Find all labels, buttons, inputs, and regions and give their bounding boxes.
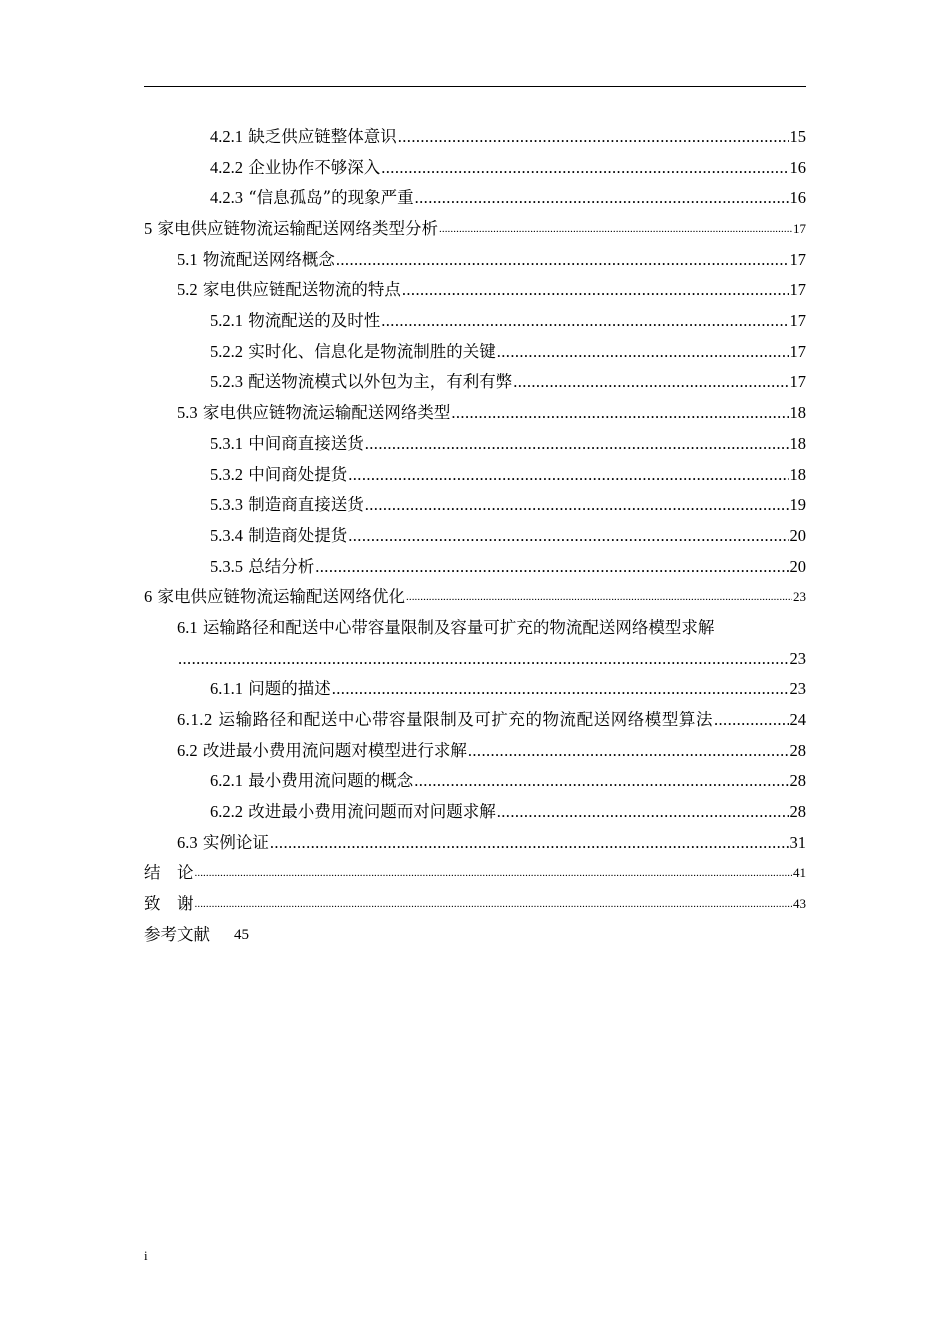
toc-leader-dots bbox=[348, 521, 788, 552]
toc-entry[interactable] bbox=[144, 521, 806, 552]
toc-leader-dots bbox=[270, 828, 789, 859]
toc-entry-text: 实例论证 bbox=[202, 832, 269, 852]
toc-entry-page: 31 bbox=[789, 832, 806, 852]
toc-entry-title bbox=[210, 122, 397, 153]
toc-leader-dots bbox=[439, 214, 792, 245]
toc-entry-page: 19 bbox=[789, 495, 806, 515]
toc-entry-title bbox=[210, 521, 347, 552]
toc-entry-title bbox=[144, 214, 438, 245]
toc-entry-text: 企业协作不够深入 bbox=[248, 157, 381, 177]
toc-entry-page: 23 bbox=[789, 648, 806, 668]
toc-entry[interactable] bbox=[144, 920, 806, 951]
toc-entry-text: 改进最小费用流问题对模型进行求解 bbox=[202, 740, 467, 760]
toc-entry[interactable] bbox=[144, 429, 806, 460]
toc-entry-text: 家电供应链物流运输配送网络类型 bbox=[202, 403, 451, 423]
toc-entry-page: 28 bbox=[789, 802, 806, 822]
header-rule bbox=[144, 86, 806, 87]
toc-entry[interactable] bbox=[144, 582, 806, 613]
toc-entry-title bbox=[210, 490, 364, 521]
toc-entry-number: 5.3.1 bbox=[210, 433, 243, 453]
toc-leader-dots bbox=[513, 368, 788, 399]
toc-entry-number: 4.2.3 bbox=[210, 188, 243, 208]
toc-entry-text: 物流配送的及时性 bbox=[248, 311, 381, 331]
toc-leader-dots bbox=[414, 766, 788, 797]
toc-leader-dots bbox=[365, 490, 789, 521]
toc-entry[interactable] bbox=[144, 122, 806, 153]
toc-leader-dots bbox=[381, 153, 788, 184]
toc-leader-dots bbox=[365, 429, 789, 460]
toc-entry-number: 5.1 bbox=[177, 249, 198, 269]
toc-entry-page: 17 bbox=[789, 372, 806, 392]
toc-entry-title bbox=[210, 367, 512, 398]
toc-leader-dots bbox=[468, 736, 789, 767]
toc-entry-page: 17 bbox=[793, 221, 806, 237]
toc-entry-page: 24 bbox=[789, 710, 806, 730]
toc-entry-text: 物流配送网络概念 bbox=[202, 249, 335, 269]
toc-entry[interactable] bbox=[144, 183, 806, 214]
toc-entry-page: 23 bbox=[789, 679, 806, 699]
toc-entry-text: 制造商直接送货 bbox=[248, 495, 364, 515]
toc-entry[interactable] bbox=[144, 368, 806, 399]
toc-leader-dots bbox=[348, 460, 788, 491]
toc-entry-title bbox=[144, 920, 210, 951]
toc-leader-dots bbox=[497, 337, 789, 368]
toc-entry-title bbox=[210, 429, 364, 460]
toc-entry-title bbox=[177, 828, 269, 859]
page-number: i bbox=[144, 1248, 148, 1263]
toc-entry-page: 43 bbox=[793, 896, 806, 912]
toc-entry-title bbox=[144, 582, 405, 613]
toc-entry[interactable] bbox=[144, 306, 806, 337]
toc-entry-text: 配送物流模式以外包为主，有利有弊 bbox=[248, 372, 513, 392]
toc-entry-page: 20 bbox=[789, 556, 806, 576]
toc-entry-text: 制造商处提货 bbox=[248, 525, 348, 545]
toc-entry-page: 17 bbox=[789, 249, 806, 269]
toc-leader-dots bbox=[195, 859, 793, 890]
toc-leader-dots bbox=[402, 275, 789, 306]
toc-entry-number: 6.1.2 bbox=[177, 710, 213, 730]
toc-entry-page: 17 bbox=[789, 311, 806, 331]
toc-leader-dots bbox=[315, 552, 788, 583]
toc-leader-dots bbox=[398, 122, 789, 153]
toc-entry-text: 结 论 bbox=[144, 863, 194, 883]
toc-entry-number: 5.2.2 bbox=[210, 341, 243, 361]
toc-entry-number: 5.3.5 bbox=[210, 556, 243, 576]
toc-entry-page: 17 bbox=[789, 341, 806, 361]
toc-entry[interactable] bbox=[144, 337, 806, 368]
toc-entry-number: 6.2.2 bbox=[210, 802, 243, 822]
toc-entry-number: 5 bbox=[144, 219, 153, 239]
toc-entry[interactable] bbox=[144, 736, 806, 767]
toc-entry-number: 6.2.1 bbox=[210, 771, 243, 791]
toc-entry-title bbox=[177, 245, 335, 276]
toc-entry-text: 家电供应链配送物流的特点 bbox=[202, 280, 401, 300]
toc-entry-number: 5.3.4 bbox=[210, 525, 243, 545]
toc-leader-dots bbox=[451, 398, 788, 429]
toc-entry-title bbox=[210, 766, 413, 797]
toc-entry-page: 17 bbox=[789, 280, 806, 300]
toc-entry-text: 运输路径和配送中心带容量限制及容量可扩充的物流配送网络模型求解 bbox=[202, 617, 715, 637]
toc-entry-title bbox=[177, 736, 467, 767]
toc-leader-dots bbox=[195, 889, 793, 920]
toc-entry-number: 5.2.3 bbox=[210, 372, 243, 392]
toc-entry-title bbox=[177, 705, 713, 736]
toc-entry[interactable] bbox=[144, 797, 806, 828]
toc-entry[interactable] bbox=[144, 275, 806, 306]
toc-entry[interactable] bbox=[144, 398, 806, 429]
toc-entry-title bbox=[177, 275, 401, 306]
toc-entry-text: 缺乏供应链整体意识 bbox=[248, 126, 397, 146]
toc-entry[interactable] bbox=[144, 490, 806, 521]
toc-entry-number: 6 bbox=[144, 587, 153, 607]
toc-entry[interactable] bbox=[144, 245, 806, 276]
toc-entry[interactable] bbox=[144, 859, 806, 890]
toc-entry-title bbox=[210, 460, 347, 491]
toc-entry-number: 4.2.1 bbox=[210, 126, 243, 146]
toc-entry-title bbox=[210, 153, 380, 184]
toc-entry-number: 6.1 bbox=[177, 617, 198, 637]
toc-entry-number: 5.2.1 bbox=[210, 311, 243, 331]
toc-entry-title bbox=[210, 674, 331, 705]
toc-entry-title bbox=[210, 183, 414, 214]
toc-entry-number: 5.3.2 bbox=[210, 464, 243, 484]
toc-entry[interactable] bbox=[144, 552, 806, 583]
toc-entry[interactable] bbox=[144, 889, 806, 920]
toc-entry-page: 18 bbox=[789, 403, 806, 423]
toc-entry-page: 18 bbox=[789, 464, 806, 484]
toc-entry[interactable] bbox=[144, 613, 806, 644]
toc-entry-page: 41 bbox=[793, 865, 806, 881]
toc-entry-text: 改进最小费用流问题而对问题求解 bbox=[248, 802, 496, 822]
toc-entry-number: 4.2.2 bbox=[210, 157, 243, 177]
toc-entry-number: 6.1.1 bbox=[210, 679, 243, 699]
toc-leader-dots bbox=[406, 582, 792, 613]
toc-entry-page: 18 bbox=[789, 433, 806, 453]
toc-leader-dots bbox=[336, 245, 789, 276]
toc-entry-title bbox=[210, 337, 496, 368]
toc-entry[interactable] bbox=[144, 705, 806, 736]
toc-entry[interactable] bbox=[144, 766, 806, 797]
toc-leader-dots bbox=[497, 797, 789, 828]
toc-leader-dots bbox=[381, 306, 788, 337]
toc-entry-text: 总结分析 bbox=[248, 556, 315, 576]
toc-entry-text: 中间商直接送货 bbox=[248, 433, 364, 453]
toc-leader-dots bbox=[415, 183, 789, 214]
toc-entry-page: 20 bbox=[789, 525, 806, 545]
toc-entry-number: 5.3 bbox=[177, 403, 198, 423]
toc-leader-dots bbox=[332, 674, 789, 705]
toc-entry[interactable] bbox=[144, 674, 806, 705]
toc-entry-number: 6.2 bbox=[177, 740, 198, 760]
toc-entry-text: 中间商处提货 bbox=[248, 464, 348, 484]
toc-entry-page: 23 bbox=[793, 589, 806, 605]
toc-entry-text: 问题的描述 bbox=[248, 679, 331, 699]
toc-entry-text: “信息孤岛”的现象严重 bbox=[248, 188, 414, 208]
toc-entry[interactable] bbox=[144, 153, 806, 184]
toc-entry-text: 参考文献 bbox=[144, 924, 210, 944]
toc-entry-title bbox=[210, 552, 314, 583]
toc-entry-number: 5.2 bbox=[177, 280, 198, 300]
toc-leader-dots bbox=[178, 644, 789, 675]
toc-entry-page: 45 bbox=[234, 926, 249, 943]
toc-entry-text: 实时化、信息化是物流制胜的关键 bbox=[248, 341, 496, 361]
toc-entry[interactable] bbox=[144, 214, 806, 245]
toc-entry-title bbox=[210, 306, 380, 337]
toc-entry-text: 家电供应链物流运输配送网络优化 bbox=[157, 587, 405, 607]
toc-entry[interactable] bbox=[144, 644, 806, 675]
toc-entry-title bbox=[144, 858, 194, 889]
toc-entry-text: 最小费用流问题的概念 bbox=[248, 771, 414, 791]
toc-leader-dots bbox=[714, 705, 789, 736]
toc-entry[interactable] bbox=[144, 460, 806, 491]
toc-entry-page: 16 bbox=[789, 188, 806, 208]
toc-entry-text: 致 谢 bbox=[144, 894, 194, 914]
toc-entry-title bbox=[210, 797, 496, 828]
toc-entry-page: 15 bbox=[789, 126, 806, 146]
toc-entry-title bbox=[144, 889, 194, 920]
toc-entry-number: 5.3.3 bbox=[210, 495, 243, 515]
toc-entry[interactable] bbox=[144, 828, 806, 859]
toc-entry-number: 6.3 bbox=[177, 832, 198, 852]
table-of-contents bbox=[144, 122, 806, 951]
toc-entry-page: 16 bbox=[789, 157, 806, 177]
toc-entry-title bbox=[177, 398, 450, 429]
toc-entry-page: 28 bbox=[789, 771, 806, 791]
toc-entry-page: 28 bbox=[789, 740, 806, 760]
toc-entry-text: 运输路径和配送中心带容量限制及可扩充的物流配送网络模型算法 bbox=[218, 710, 713, 730]
toc-entry-text: 家电供应链物流运输配送网络类型分析 bbox=[157, 219, 438, 239]
toc-entry-title bbox=[177, 613, 714, 644]
